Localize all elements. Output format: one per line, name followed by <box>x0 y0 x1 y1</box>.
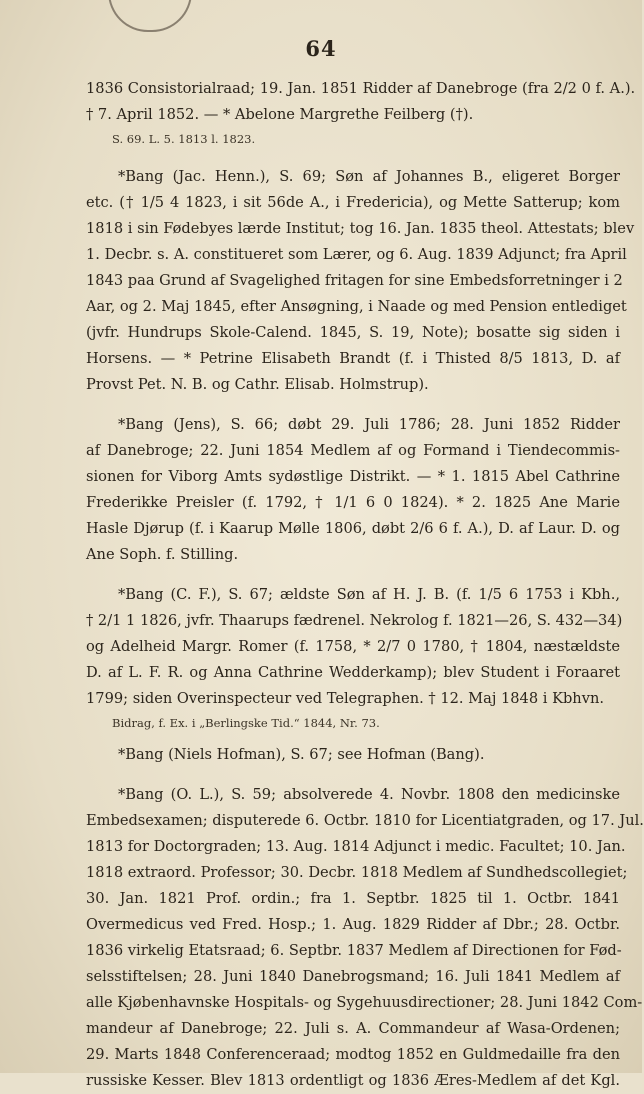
source-note: S. 69. L. 5. 1813 l. 1823. <box>112 132 256 146</box>
text-line: Embedsexamen; disputerede 6. Octbr. 1810 for Licentiatgraden, og 17. Jul. <box>86 812 644 829</box>
text-line: † 7. April 1852. — * Abelone Margrethe Feilberg (†). <box>86 106 474 123</box>
source-note: Bidrag, f. Ex. i „Berlingske Tid.“ 1844, Nr. 73. <box>112 716 380 730</box>
text-line: Ane Soph. f. Stilling. <box>86 546 239 563</box>
text-line: Horsens. — * Petrine Elisabeth Brandt (f. i Thisted 8/5 1813, D. af <box>86 350 620 367</box>
page-body <box>86 76 644 1094</box>
entry-bang-jens <box>86 412 620 568</box>
text-line: 1818 extraord. Professor; 30. Decbr. 1818 Medlem af Sundhedscollegiet; <box>86 864 628 881</box>
entry-bang-o-l <box>86 782 644 1094</box>
entry-heading-line: *Bang (Niels Hofman), S. 67; see Hofman (Bang). <box>118 746 485 763</box>
entry-bang-c-f <box>86 582 623 734</box>
entry-heading-line: *Bang (O. L.), S. 59; absolverede 4. Novbr. 1808 den medicinske <box>118 786 620 803</box>
text-line: † 2/1 1 1826, jvfr. Thaarups fædrenel. Nekrolog f. 1821—26, S. 432—34) <box>86 612 623 629</box>
entry-heading-line: *Bang (C. F.), S. 67; ældste Søn af H. J. B. (f. 1/5 6 1753 i Kbh., <box>118 586 620 603</box>
text-line: russiske Kesser. Blev 1813 ordentligt og 1836 Æres-Medlem af det Kgl. <box>86 1072 620 1089</box>
text-line: 29. Marts 1848 Conferenceraad; modtog 1852 en Guldmedaille fra den <box>86 1046 620 1063</box>
text-line: (jvfr. Hundrups Skole-Calend. 1845, S. 19, Note); bosatte sig siden i <box>86 324 620 341</box>
entry-heading-line: *Bang (Jens), S. 66; døbt 29. Juli 1786; 28. Juni 1852 Ridder <box>118 416 620 433</box>
text-line: Hasle Djørup (f. i Kaarup Mølle 1806, døbt 2/6 6 f. A.), D. af Laur. D. og <box>86 520 620 537</box>
text-line: Aar, og 2. Maj 1845, efter Ansøgning, i Naade og med Pension entlediget <box>86 298 627 315</box>
text-line: 1813 for Doctorgraden; 13. Aug. 1814 Adjunct i medic. Facultet; 10. Jan. <box>86 838 626 855</box>
text-line: 1836 virkelig Etatsraad; 6. Septbr. 1837 Medlem af Directionen for Fød- <box>86 942 622 959</box>
page-edge-shadow <box>108 0 192 32</box>
text-line: 1818 i sin Fødebyes lærde Institut; tog 16. Jan. 1835 theol. Attestats; blev <box>86 220 635 237</box>
entry-heading-line: *Bang (Jac. Henn.), S. 69; Søn af Johannes B., eligeret Borger <box>118 168 620 185</box>
text-line: 30. Jan. 1821 Prof. ordin.; fra 1. Septbr. 1825 til 1. Octbr. 1841 <box>86 890 620 907</box>
text-line: Overmedicus ved Fred. Hosp.; 1. Aug. 1829 Ridder af Dbr.; 28. Octbr. <box>86 916 620 933</box>
text-line: og Adelheid Margr. Romer (f. 1758, * 2/7 0 1780, † 1804, næstældste <box>86 638 620 655</box>
entry-bang-jac-henn <box>86 164 635 398</box>
text-line: alle Kjøbenhavnske Hospitals- og Sygehuusdirectioner; 28. Juni 1842 Com- <box>86 994 643 1011</box>
text-line: af Danebroge; 22. Juni 1854 Medlem af og Formand i Tiendecommis- <box>86 442 620 459</box>
text-line: selsstiftelsen; 28. Juni 1840 Danebrogsmand; 16. Juli 1841 Medlem af <box>86 968 620 985</box>
text-line: D. af L. F. R. og Anna Cathrine Wedderkamp); blev Student i Foraaret <box>86 664 620 681</box>
text-line: etc. († 1/5 4 1823, i sit 56de A., i Fredericia), og Mette Satterup; kom <box>86 194 620 211</box>
text-line: 1. Decbr. s. A. constitueret som Lærer, og 6. Aug. 1839 Adjunct; fra April <box>86 246 627 263</box>
text-line: Frederikke Preisler (f. 1792, † 1/1 6 0 1824). * 2. 1825 Ane Marie <box>86 494 620 511</box>
text-line: 1843 paa Grund af Svagelighed fritagen for sine Embedsforretninger i 2 <box>86 272 623 289</box>
text-line: 1799; siden Overinspecteur ved Telegraphen. † 12. Maj 1848 i Kbhvn. <box>86 690 604 707</box>
text-line: 1836 Consistorialraad; 19. Jan. 1851 Ridder af Danebroge (fra 2/2 0 f. A.). <box>86 80 636 97</box>
text-line: mandeur af Danebroge; 22. Juli s. A. Commandeur af Wasa-Ordenen; <box>86 1020 620 1037</box>
entry-bang-niels-hofman <box>86 742 620 768</box>
entry-continuation <box>86 76 636 150</box>
text-line: sionen for Viborg Amts sydøstlige Distrikt. — * 1. 1815 Abel Cathrine <box>86 468 620 485</box>
page-number: 64 <box>305 36 337 61</box>
text-line: Provst Pet. N. B. og Cathr. Elisab. Holmstrup). <box>86 376 429 393</box>
